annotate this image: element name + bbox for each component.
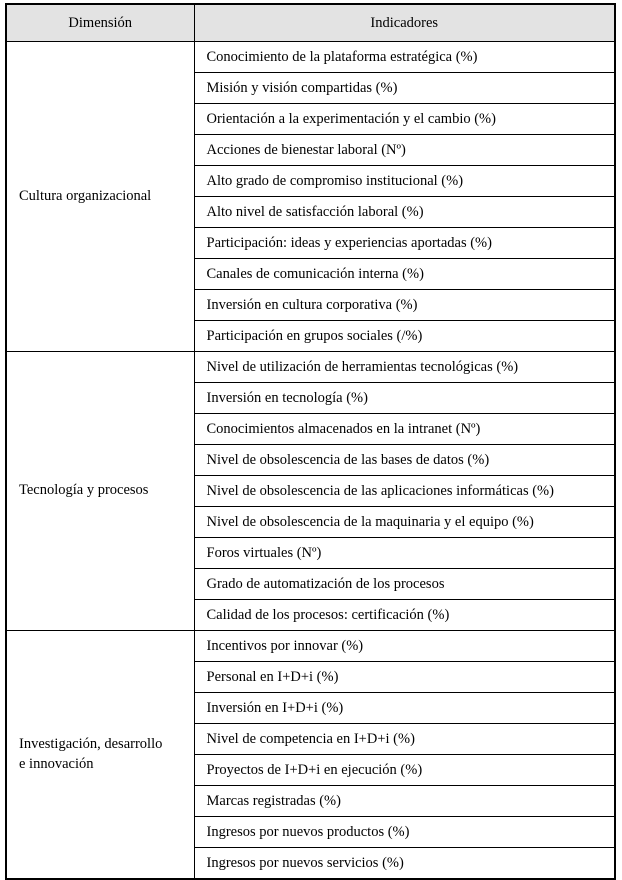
indicator-cell: Conocimiento de la plataforma estratégica (%) — [194, 42, 615, 73]
indicator-cell: Alto nivel de satisfacción laboral (%) — [194, 197, 615, 228]
dimension-label-line: e innovación — [19, 755, 94, 772]
indicator-cell: Orientación a la experimentación y el cambio (%) — [194, 104, 615, 135]
indicator-cell: Nivel de utilización de herramientas tecnológicas (%) — [194, 352, 615, 383]
indicator-cell: Incentivos por innovar (%) — [194, 631, 615, 662]
dimensions-indicators-table — [5, 3, 616, 880]
dimension-cell — [6, 42, 194, 352]
indicator-cell: Acciones de bienestar laboral (Nº) — [194, 135, 615, 166]
header-row — [6, 4, 615, 42]
dimension-cell — [6, 352, 194, 631]
dimension-label-line: Investigación, desarrollo — [19, 736, 163, 753]
dimension-cell — [6, 631, 194, 880]
indicator-cell: Participación en grupos sociales (/%) — [194, 321, 615, 352]
indicator-cell: Participación: ideas y experiencias aportadas (%) — [194, 228, 615, 259]
table-body — [6, 42, 615, 880]
indicator-cell: Nivel de obsolescencia de la maquinaria y el equipo (%) — [194, 507, 615, 538]
indicator-cell: Nivel de obsolescencia de las bases de datos (%) — [194, 445, 615, 476]
indicator-cell: Canales de comunicación interna (%) — [194, 259, 615, 290]
indicator-cell: Nivel de competencia en I+D+i (%) — [194, 724, 615, 755]
indicator-cell: Ingresos por nuevos servicios (%) — [194, 848, 615, 880]
indicator-cell: Proyectos de I+D+i en ejecución (%) — [194, 755, 615, 786]
indicator-cell: Inversión en I+D+i (%) — [194, 693, 615, 724]
indicator-cell: Calidad de los procesos: certificación (%) — [194, 600, 615, 631]
indicator-cell: Inversión en tecnología (%) — [194, 383, 615, 414]
column-header-dimension: Dimensión — [6, 4, 194, 42]
table-row — [6, 352, 615, 383]
table-row — [6, 631, 615, 662]
dimension-label-line: Tecnología y procesos — [19, 482, 149, 499]
indicator-cell: Conocimientos almacenados en la intranet (Nº) — [194, 414, 615, 445]
indicator-cell: Foros virtuales (Nº) — [194, 538, 615, 569]
indicator-cell: Nivel de obsolescencia de las aplicaciones informáticas (%) — [194, 476, 615, 507]
indicator-cell: Misión y visión compartidas (%) — [194, 73, 615, 104]
indicator-cell: Grado de automatización de los procesos — [194, 569, 615, 600]
indicator-cell: Marcas registradas (%) — [194, 786, 615, 817]
dimension-label-line: Cultura organizacional — [19, 187, 152, 204]
indicator-cell: Alto grado de compromiso institucional (%) — [194, 166, 615, 197]
table-row — [6, 42, 615, 73]
column-header-indicadores: Indicadores — [194, 4, 615, 42]
indicator-cell: Personal en I+D+i (%) — [194, 662, 615, 693]
indicator-cell: Inversión en cultura corporativa (%) — [194, 290, 615, 321]
table-header — [6, 4, 615, 42]
indicator-cell: Ingresos por nuevos productos (%) — [194, 817, 615, 848]
